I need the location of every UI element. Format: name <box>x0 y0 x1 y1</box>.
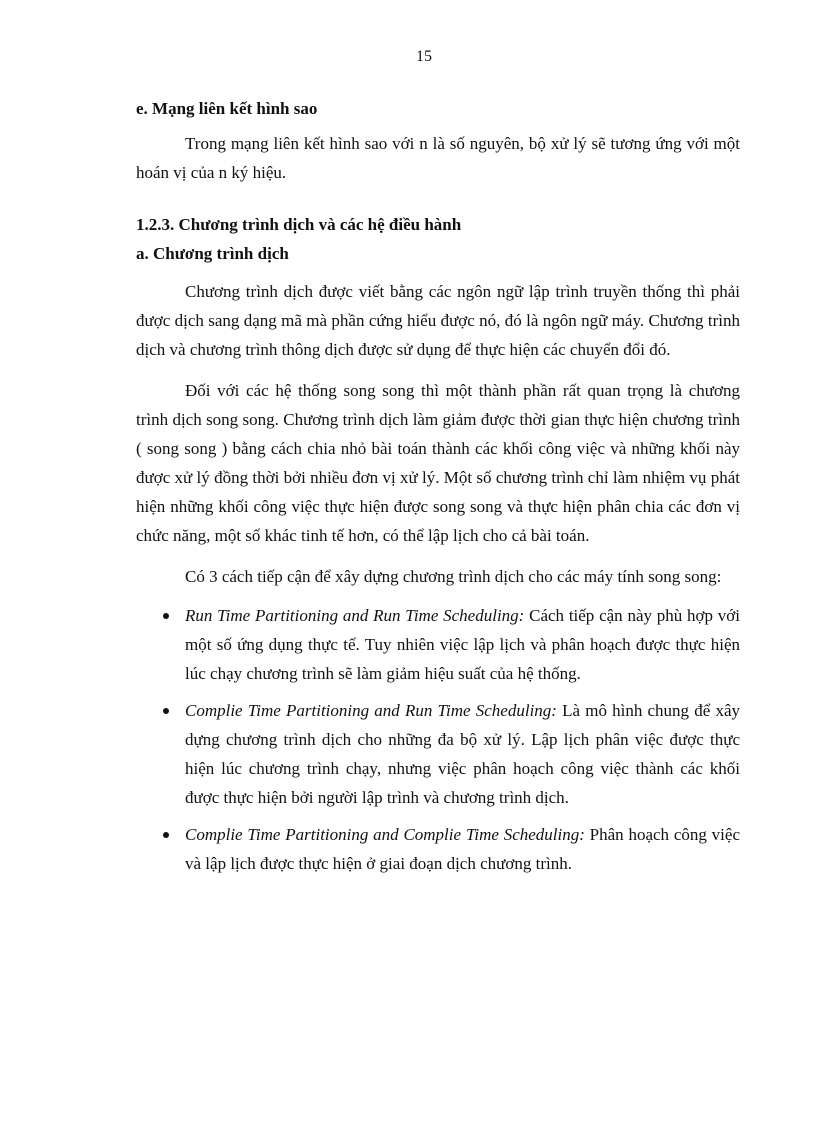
subsection-heading-a: a. Chương trình dịch <box>136 244 289 263</box>
page-number: 15 <box>416 48 432 65</box>
section-heading-1-2-3: 1.2.3. Chương trình dịch và các hệ điều hành <box>136 215 462 234</box>
bullet-icon <box>163 832 169 838</box>
list-item <box>136 820 740 878</box>
page-content <box>136 94 740 886</box>
section-heading-e: e. Mạng liên kết hình sao <box>136 99 318 118</box>
paragraph-approaches: Có 3 cách tiếp cận để xây dựng chương trình dịch cho các máy tính song song: <box>185 567 722 586</box>
approach-list <box>136 601 740 878</box>
list-item-term: Complie Time Partitioning and Run Time Scheduling: <box>185 701 557 720</box>
list-item <box>136 696 740 812</box>
list-item-text: Phân hoạch công việc và lập lịch được thực hiện ở giai đoạn dịch chương trình. <box>185 825 740 873</box>
paragraph-star-network: Trong mạng liên kết hình sao với n là số nguyên, bộ xử lý sẽ tương ứng với một hoán vị của n ký hiệu. <box>136 134 740 182</box>
paragraph-parallel-compiler: Đối với các hệ thống song song thì một thành phần rất quan trọng là chương trình dịch song song. Chương trình dịch làm giảm được thời gian thực hiện chương trình ( song song ) bằng cách chia nhỏ bài toán thành các khối công việc và những khối này được xử lý đồng thời bởi nhiều đơn vị xử lý. Một số chương trình chỉ làm nhiệm vụ phát hiện những khối công việc thực hiện được song song và thực hiện phân chia các đơn vị chức năng, một số khác tinh tế hơn, có thể lập lịch cho cả bài toán. <box>136 381 740 545</box>
list-item-text: Cách tiếp cận này phù hợp với một số ứng dụng thực tế. Tuy nhiên việc lập lịch và phân hoạch được thực hiện lúc chạy chương trình sẽ làm giảm hiệu suất của hệ thống. <box>185 606 740 683</box>
list-item-term: Run Time Partitioning and Run Time Scheduling: <box>185 606 525 625</box>
list-item-term: Complie Time Partitioning and Complie Time Scheduling: <box>185 825 585 844</box>
paragraph-compiler-intro: Chương trình dịch được viết bằng các ngôn ngữ lập trình truyền thống thì phải được dịch sang dạng mã mà phần cứng hiểu được nó, đó là ngôn ngữ máy. Chương trình dịch và chương trình thông dịch được sử dụng để thực hiện các chuyển đổi đó. <box>136 282 740 359</box>
bullet-icon <box>163 613 169 619</box>
list-item <box>136 601 740 688</box>
bullet-icon <box>163 708 169 714</box>
list-item-text: Là mô hình chung để xây dựng chương trình dịch cho những đa bộ xử lý. Lập lịch phân việc được thực hiện lúc chương trình chạy, nhưng việc phân hoạch công việc thành các khối được thực hiện bởi người lập trình và chương trình dịch. <box>185 701 740 807</box>
